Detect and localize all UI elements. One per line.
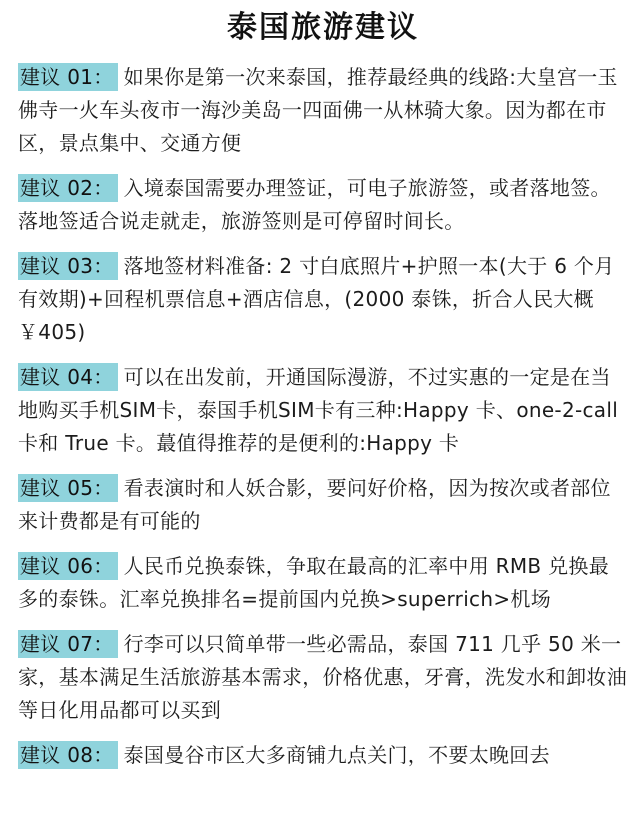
tip-label: 建议 05： bbox=[18, 474, 118, 502]
tip-label: 建议 02： bbox=[18, 174, 118, 202]
tip-item-05 bbox=[18, 472, 628, 538]
tip-label: 建议 06： bbox=[18, 552, 118, 580]
tip-item-01 bbox=[18, 61, 628, 160]
tip-item-06 bbox=[18, 550, 628, 616]
tip-item-08 bbox=[18, 739, 628, 772]
page-title: 泰国旅游建议 bbox=[227, 10, 419, 45]
tip-text: 入境泰国需要办理签证，可电子旅游签，或者落地签。落地签适合说走就走，旅游签则是可停留时间长。 bbox=[18, 176, 611, 233]
tip-item-07 bbox=[18, 628, 628, 727]
tip-text: 泰国曼谷市区大多商铺九点关门，不要太晚回去 bbox=[123, 743, 550, 767]
tip-text: 行李可以只简单带一些必需品，泰国 711 几乎 50 米一家，基本满足生活旅游基本需求，价格优惠，牙膏，洗发水和卸妆油等日化用品都可以买到 bbox=[18, 632, 627, 722]
tip-label: 建议 08： bbox=[18, 741, 118, 769]
tip-label: 建议 01： bbox=[18, 63, 118, 91]
tip-item-03 bbox=[18, 250, 628, 349]
tip-text: 如果你是第一次来泰国，推荐最经典的线路:大皇宫一玉佛寺一火车头夜市一海沙美岛一四面佛一从林骑大象。因为都在市区，景点集中、交通方便 bbox=[18, 65, 618, 155]
tip-label: 建议 04： bbox=[18, 363, 118, 391]
tip-label: 建议 07： bbox=[18, 630, 118, 658]
tip-item-04 bbox=[18, 361, 628, 460]
tip-text: 落地签材料准备: 2 寸白底照片+护照一本(大于 6 个月有效期)+回程机票信息+酒店信息，(2000 泰铢，折合人民大概￥405) bbox=[18, 254, 615, 344]
tip-text: 人民币兑换泰铢，争取在最高的汇率中用 RMB 兑换最多的泰铢。汇率兑换排名=提前国内兑换>superrich>机场 bbox=[18, 554, 609, 611]
tip-text: 看表演时和人妖合影，要问好价格，因为按次或者部位来计费都是有可能的 bbox=[18, 476, 611, 533]
tip-text: 可以在出发前，开通国际漫游，不过实惠的一定是在当地购买手机SIM卡，泰国手机SIM卡有三种:Happy 卡、one-2-call 卡和 True 卡。蕞值得推荐的是便利的:Happy 卡 bbox=[18, 365, 619, 455]
tip-label: 建议 03： bbox=[18, 252, 118, 280]
tip-item-02 bbox=[18, 172, 628, 238]
